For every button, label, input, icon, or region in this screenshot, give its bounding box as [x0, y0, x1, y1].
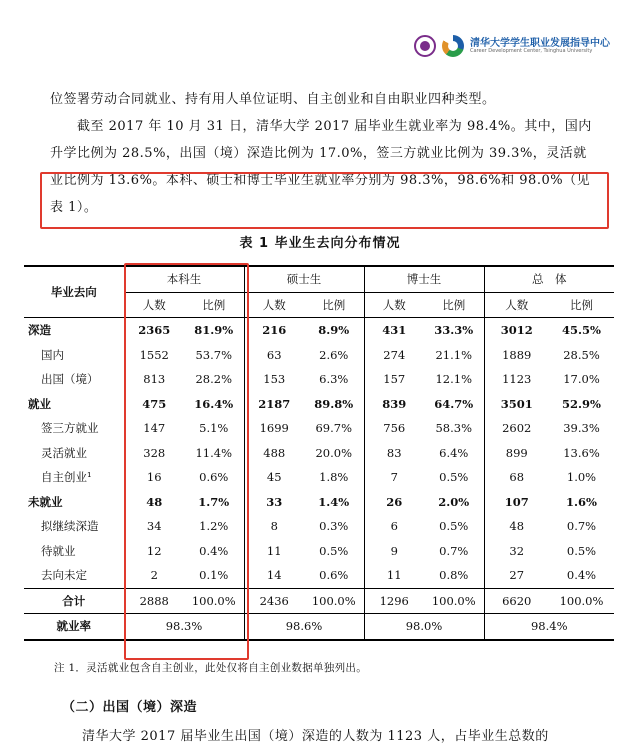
table-cell: 2187: [244, 392, 304, 417]
group-header: 硕士生: [244, 266, 364, 292]
table-cell: 1123: [484, 367, 549, 392]
table-row: [24, 490, 614, 515]
subheader-count: 人数: [484, 292, 549, 318]
table-cell: 0.8%: [439, 568, 469, 583]
table-cell: 756: [364, 416, 424, 441]
table-cell: 39.3%: [563, 421, 600, 436]
table-cell: 5.1%: [199, 421, 229, 436]
group-header: 本科生: [124, 266, 244, 292]
table-row: [24, 539, 614, 564]
table-row: [24, 514, 614, 539]
table-cell: 100.0%: [304, 588, 364, 614]
table-cell: 1.7%: [198, 494, 230, 509]
row-label: 去向未定: [41, 568, 87, 583]
table-cell: 69.7%: [315, 421, 353, 436]
table-cell: 48: [484, 514, 549, 539]
table-cell: 813: [124, 367, 184, 392]
table-cell: 68: [484, 465, 549, 490]
table-cell: 20.0%: [315, 445, 353, 460]
table-row: [24, 367, 614, 392]
subheader-count: 人数: [244, 292, 304, 318]
table-cell: 28.2%: [195, 372, 233, 387]
table-caption: 表 1 毕业生去向分布情况: [239, 236, 401, 251]
table-cell: 0.6%: [199, 470, 229, 485]
table-cell: 1.0%: [566, 470, 597, 485]
table-cell: 100.0%: [184, 588, 244, 614]
group-header: 总 体: [484, 266, 614, 292]
table-cell: 2.6%: [319, 347, 349, 362]
table-cell: 8: [244, 514, 304, 539]
table-cell: 1.2%: [199, 519, 229, 534]
subheader-ratio: 比例: [549, 292, 614, 318]
table-cell: 0.5%: [439, 470, 469, 485]
table-cell: 27: [484, 563, 549, 588]
table-cell: 11: [244, 539, 304, 564]
total-row: [24, 588, 614, 614]
table-cell: 0.6%: [319, 568, 349, 583]
row-label: 国内: [41, 347, 64, 362]
table-cell: 157: [364, 367, 424, 392]
table-cell: 0.1%: [199, 568, 229, 583]
table-cell: 6: [364, 514, 424, 539]
table-cell: 48: [124, 490, 184, 515]
employment-rate-row: [24, 614, 614, 640]
table-cell: 488: [244, 441, 304, 466]
table-cell: 0.3%: [319, 519, 349, 534]
table-cell: 13.6%: [563, 445, 600, 460]
row-label: 未就业: [28, 494, 63, 509]
table-cell: 33: [244, 490, 304, 515]
table-cell: 12.1%: [435, 372, 473, 387]
table-row: [24, 343, 614, 368]
table-cell: 1296: [364, 588, 424, 614]
table-cell: 2436: [244, 588, 304, 614]
org-name-cn: 清华大学学生职业发展指导中心: [470, 37, 610, 49]
table-cell: 8.9%: [318, 323, 350, 338]
table-cell: 11: [364, 563, 424, 588]
table-cell: 81.9%: [194, 323, 234, 338]
table-cell: 6620: [484, 588, 549, 614]
table-cell: 153: [244, 367, 304, 392]
table-cell: 839: [364, 392, 424, 417]
paragraph-employment-types: 位签署劳动合同就业、持有用人单位证明、自主创业和自由职业四种类型。: [50, 92, 496, 107]
rate-cell: 98.6%: [244, 614, 364, 640]
table-cell: 3012: [484, 318, 549, 343]
table-cell: 107: [484, 490, 549, 515]
table-cell: 45.5%: [562, 323, 601, 338]
row-label: 合计: [24, 588, 124, 614]
table-cell: 45: [244, 465, 304, 490]
row-label: 待就业: [41, 543, 76, 558]
table-cell: 28.5%: [563, 347, 600, 362]
table-cell: 89.8%: [314, 396, 354, 411]
table-cell: 1.6%: [566, 494, 597, 509]
table-cell: 100.0%: [424, 588, 484, 614]
table-cell: 100.0%: [549, 588, 614, 614]
table-cell: 431: [364, 318, 424, 343]
table-row: [24, 441, 614, 466]
table-row: [24, 465, 614, 490]
table-cell: 0.4%: [199, 543, 229, 558]
group-header: 博士生: [364, 266, 484, 292]
table-cell: 0.5%: [566, 543, 597, 558]
university-seal-icon: [414, 35, 436, 57]
employment-rate-text-part1: 截至 2017 年 10 月 31 日，清华大学 2017 届毕业生就业率为 98.4%。其中，国内升学比例为 28.5%，出国（境）深造比例为 17.0%，签三方就业比例为 39.3%，: [50, 119, 592, 161]
undergraduate-column-highlight-box: [124, 263, 249, 660]
table-cell: 2: [124, 563, 184, 588]
table-row: [24, 563, 614, 588]
table-cell: 9: [364, 539, 424, 564]
section-heading: （二）出国（境）深造: [62, 700, 198, 715]
table-cell: 0.5%: [439, 519, 469, 534]
table-cell: 1889: [484, 343, 549, 368]
table-cell: 17.0%: [563, 372, 600, 387]
row-label: 自主创业¹: [41, 470, 92, 485]
table-cell: 899: [484, 441, 549, 466]
table-cell: 6.4%: [439, 445, 469, 460]
rate-cell: 98.4%: [484, 614, 614, 640]
text-highlight-box: [40, 172, 609, 229]
subheader-ratio: 比例: [424, 292, 484, 318]
table-cell: 147: [124, 416, 184, 441]
subheader-count: 人数: [364, 292, 424, 318]
paragraph-overseas-study: 清华大学 2017 届毕业生出国（境）深造的人数为 1123 人，占毕业生总数的: [82, 729, 549, 744]
table-cell: 3501: [484, 392, 549, 417]
table-cell: 2602: [484, 416, 549, 441]
table-cell: 14: [244, 563, 304, 588]
table-cell: 21.1%: [435, 347, 473, 362]
table-cell: 32: [484, 539, 549, 564]
row-label: 就业: [28, 396, 51, 411]
table-cell: 1.8%: [319, 470, 349, 485]
career-center-logo-icon: [442, 35, 464, 57]
subheader-ratio: 比例: [184, 292, 244, 318]
table-cell: 64.7%: [434, 396, 474, 411]
group-header-row: [24, 266, 614, 292]
table-row: [24, 392, 614, 417]
rate-cell: 98.3%: [124, 614, 244, 640]
row-label: 灵活就业: [41, 445, 87, 460]
table-cell: 12: [124, 539, 184, 564]
table-cell: 16.4%: [194, 396, 234, 411]
table-cell: 2888: [124, 588, 184, 614]
row-label: 拟继续深造: [41, 519, 99, 534]
table-cell: 58.3%: [435, 421, 473, 436]
table-cell: 33.3%: [434, 323, 474, 338]
org-name-en: Career Development Center, Tsinghua University: [470, 47, 593, 54]
table-cell: 52.9%: [562, 396, 601, 411]
table-row: [24, 416, 614, 441]
table-cell: 1699: [244, 416, 304, 441]
table-cell: 0.5%: [319, 543, 349, 558]
subheader-count: 人数: [124, 292, 184, 318]
table-body: [24, 318, 614, 589]
table-cell: 475: [124, 392, 184, 417]
table-cell: 83: [364, 441, 424, 466]
row-label: 就业率: [24, 614, 124, 640]
rate-cell: 98.0%: [364, 614, 484, 640]
destination-header: 毕业去向: [24, 266, 124, 318]
table-cell: 16: [124, 465, 184, 490]
table-cell: 7: [364, 465, 424, 490]
table-cell: 1552: [124, 343, 184, 368]
table-cell: 0.4%: [566, 568, 597, 583]
table-cell: 6.3%: [319, 372, 349, 387]
table-cell: 216: [244, 318, 304, 343]
row-label: 深造: [28, 323, 51, 338]
row-label: 出国（境）: [41, 372, 99, 387]
employment-rate-highlight-text: 灵活就业比例为 13.6%。本科、硕士和博士毕业生就业率分别为 98.3%，98.6%和 98.0%（见表 1）。: [50, 146, 591, 215]
table-row: [24, 318, 614, 343]
table-cell: 274: [364, 343, 424, 368]
table-cell: 53.7%: [195, 347, 233, 362]
row-label: 签三方就业: [41, 421, 99, 436]
table-cell: 26: [364, 490, 424, 515]
table-cell: 0.7%: [439, 543, 469, 558]
page-header: [414, 32, 610, 60]
table-cell: 34: [124, 514, 184, 539]
table-cell: 1.4%: [318, 494, 350, 509]
table-footnote: 注 1．灵活就业包含自主创业，此处仅将自主创业数据单独列出。: [54, 662, 368, 674]
subheader-ratio: 比例: [304, 292, 364, 318]
graduate-destination-table: [24, 265, 614, 641]
table-cell: 328: [124, 441, 184, 466]
table-cell: 2.0%: [438, 494, 470, 509]
table-cell: 11.4%: [195, 445, 233, 460]
organization-name: [470, 38, 610, 55]
table-cell: 0.7%: [566, 519, 597, 534]
table-cell: 2365: [124, 318, 184, 343]
table-cell: 63: [244, 343, 304, 368]
